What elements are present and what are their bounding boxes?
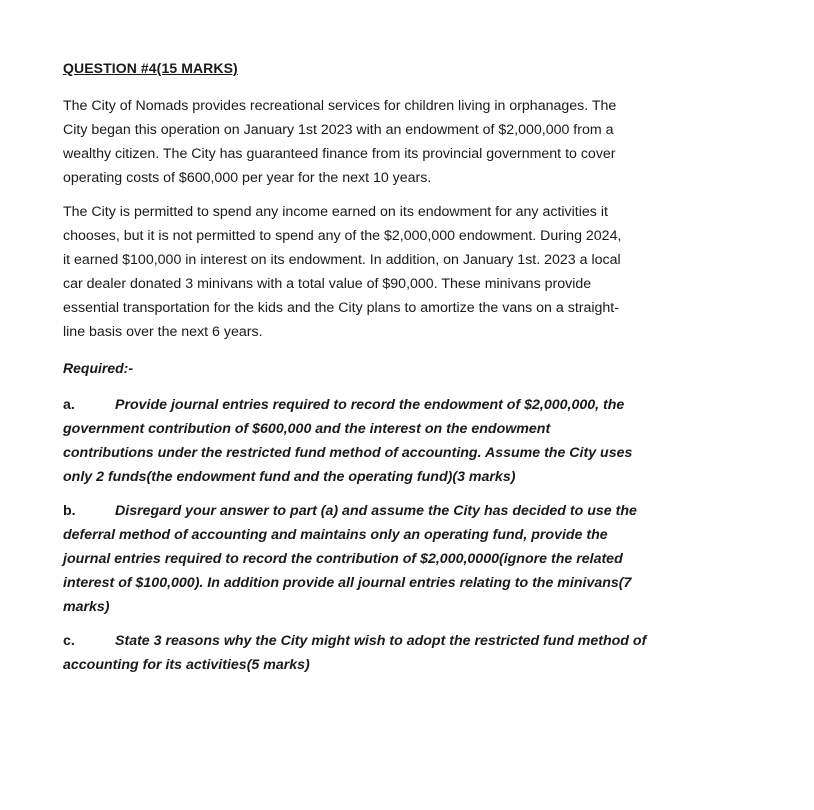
- paragraph-line: it earned $100,000 in interest on its endowment. In addition, on January 1st. 2023 a local: [63, 252, 621, 268]
- item-line: government contribution of $600,000 and the interest on the endowment: [63, 421, 551, 437]
- paragraph-line: chooses, but it is not permitted to spend any of the $2,000,000 endowment. During 2024,: [63, 228, 622, 244]
- required-label: Required:-: [63, 360, 133, 376]
- question-item-a: [63, 393, 728, 489]
- question-heading: QUESTION #4(15 MARKS): [63, 60, 238, 76]
- paragraph-line: line basis over the next 6 years.: [63, 324, 263, 340]
- item-line: State 3 reasons why the City might wish to adopt the restricted fund method of: [115, 633, 647, 649]
- paragraph-line: operating costs of $600,000 per year for the next 10 years.: [63, 170, 432, 186]
- item-line: contributions under the restricted fund method of accounting. Assume the City uses: [63, 445, 633, 461]
- details-paragraph: [63, 200, 728, 344]
- item-line: accounting for its activities(5 marks): [63, 657, 310, 673]
- question-item-b: [63, 499, 728, 619]
- item-line: only 2 funds(the endowment fund and the operating fund)(3 marks): [63, 469, 516, 485]
- item-line: Provide journal entries required to record the endowment of $2,000,000, the: [115, 397, 625, 413]
- paragraph-line: The City of Nomads provides recreational services for children living in orphanages. The: [63, 98, 617, 114]
- intro-paragraph: [63, 94, 728, 190]
- item-line: marks): [63, 599, 110, 615]
- item-letter: b.: [63, 503, 76, 519]
- item-line: deferral method of accounting and maintains only an operating fund, provide the: [63, 527, 608, 543]
- paragraph-line: City began this operation on January 1st 2023 with an endowment of $2,000,000 from a: [63, 122, 614, 138]
- question-document: [63, 58, 728, 687]
- paragraph-line: essential transportation for the kids and the City plans to amortize the vans on a straight-: [63, 300, 619, 316]
- item-line: interest of $100,000). In addition provide all journal entries relating to the minivans(7: [63, 575, 632, 591]
- item-letter: c.: [63, 633, 75, 649]
- item-line: journal entries required to record the contribution of $2,000,0000(ignore the related: [63, 551, 623, 567]
- question-item-c: [63, 629, 728, 677]
- paragraph-line: The City is permitted to spend any income earned on its endowment for any activities it: [63, 204, 608, 220]
- item-letter: a.: [63, 397, 75, 413]
- paragraph-line: car dealer donated 3 minivans with a total value of $90,000. These minivans provide: [63, 276, 592, 292]
- item-line: Disregard your answer to part (a) and assume the City has decided to use the: [115, 503, 637, 519]
- paragraph-line: wealthy citizen. The City has guaranteed finance from its provincial government to cover: [63, 146, 616, 162]
